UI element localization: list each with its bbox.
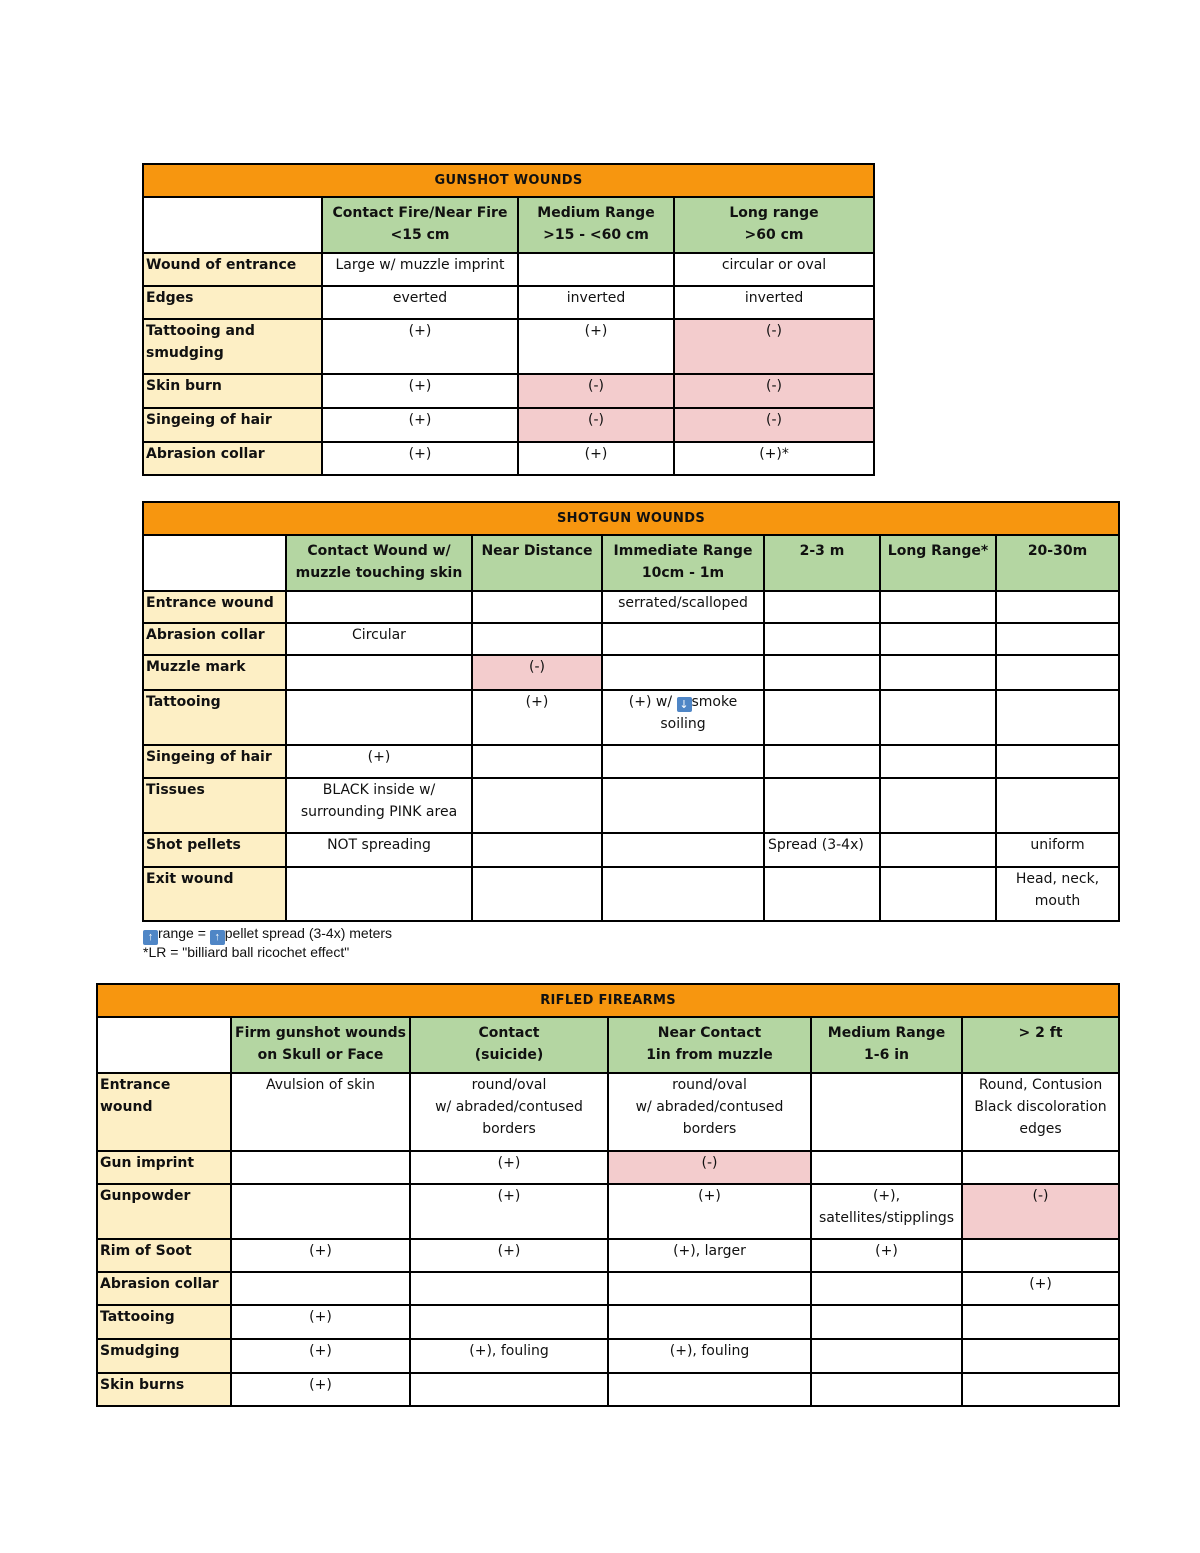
table-cell: (+) (518, 442, 674, 475)
table-cell: NOT spreading (286, 833, 472, 867)
table-row (97, 1305, 1119, 1339)
table-row (97, 1373, 1119, 1406)
table-row (143, 833, 1119, 867)
table-cell: (+), larger (608, 1239, 811, 1272)
column-header: > 2 ft (962, 1017, 1119, 1073)
row-label: Skin burns (97, 1373, 231, 1406)
table-cell (602, 778, 764, 833)
column-header: Contact Wound w/ muzzle touching skin (286, 535, 472, 591)
table-cell (410, 1373, 608, 1406)
table-cell: (+) (322, 408, 518, 442)
table-cell: (+) (231, 1339, 410, 1373)
rifled-firearms-table (96, 983, 1120, 1407)
table-cell: (-) (518, 408, 674, 442)
table-cell (962, 1151, 1119, 1184)
table-row (143, 591, 1119, 623)
table-cell (608, 1272, 811, 1305)
column-header: Long Range* (880, 535, 996, 591)
row-label: Wound of entrance (143, 253, 322, 286)
table-cell: inverted (518, 286, 674, 319)
table-cell (472, 833, 602, 867)
table-cell: Circular (286, 623, 472, 655)
table-cell (811, 1272, 962, 1305)
table-cell (764, 745, 880, 778)
row-label: Tissues (143, 778, 286, 833)
table-cell (811, 1151, 962, 1184)
table-cell (602, 655, 764, 690)
table-cell (880, 833, 996, 867)
row-label: Tattooing (143, 690, 286, 745)
table-cell (602, 745, 764, 778)
table-row (143, 623, 1119, 655)
table-row (143, 374, 874, 408)
table-row (143, 442, 874, 475)
table-cell: circular or oval (674, 253, 874, 286)
table-cell: Head, neck, mouth (996, 867, 1119, 921)
table-cell (472, 623, 602, 655)
table-cell (996, 745, 1119, 778)
table-cell (472, 867, 602, 921)
table-cell (608, 1305, 811, 1339)
arrow-up-icon: ↑ (143, 930, 158, 945)
table-cell (764, 778, 880, 833)
table-cell (286, 690, 472, 745)
table-cell: (+) (410, 1239, 608, 1272)
table-row (97, 1184, 1119, 1239)
table-row (143, 867, 1119, 921)
table-cell (996, 655, 1119, 690)
column-header: Medium Range 1-6 in (811, 1017, 962, 1073)
table-cell: (+) (472, 690, 602, 745)
table-cell (996, 591, 1119, 623)
table-cell (410, 1305, 608, 1339)
table-cell (962, 1305, 1119, 1339)
column-header: 20-30m (996, 535, 1119, 591)
table-cell (880, 745, 996, 778)
column-header: Near Distance (472, 535, 602, 591)
table-cell: (+) (962, 1272, 1119, 1305)
column-header: Contact (suicide) (410, 1017, 608, 1073)
row-label: Gun imprint (97, 1151, 231, 1184)
table-cell: (-) (962, 1184, 1119, 1239)
table-cell: (+) (231, 1373, 410, 1406)
table-cell: (+) (231, 1305, 410, 1339)
table-cell (880, 778, 996, 833)
row-label: Abrasion collar (97, 1272, 231, 1305)
table-cell (880, 690, 996, 745)
table-row (97, 1151, 1119, 1184)
column-header: Contact Fire/Near Fire <15 cm (322, 197, 518, 253)
table-row (97, 1272, 1119, 1305)
table-cell: (-) (608, 1151, 811, 1184)
table-cell: (-) (674, 408, 874, 442)
note-text: pellet spread (3-4x) meters (224, 925, 393, 941)
row-label: Tattooing (97, 1305, 231, 1339)
table-cell: (-) (472, 655, 602, 690)
table-cell: (+), satellites/stipplings (811, 1184, 962, 1239)
table-cell (231, 1184, 410, 1239)
row-label: Abrasion collar (143, 623, 286, 655)
table-cell (996, 778, 1119, 833)
cell-text: smoke soiling (660, 694, 738, 732)
table-row (97, 1073, 1119, 1151)
table-cell (518, 253, 674, 286)
row-label: Exit wound (143, 867, 286, 921)
table-cell: Round, Contusion Black discoloration edges (962, 1073, 1119, 1151)
table-cell (602, 690, 764, 745)
table-cell (962, 1239, 1119, 1272)
table-cell (764, 623, 880, 655)
table-cell: (+) (322, 319, 518, 374)
row-label: Entrance wound (143, 591, 286, 623)
table-cell: uniform (996, 833, 1119, 867)
table-cell (996, 623, 1119, 655)
table-row (143, 408, 874, 442)
arrow-down-icon: ↓ (677, 697, 692, 712)
table-cell: Spread (3-4x) (764, 833, 880, 867)
row-label: Singeing of hair (143, 745, 286, 778)
table-cell (286, 591, 472, 623)
shotgun-title: SHOTGUN WOUNDS (143, 502, 1119, 535)
table-cell: Large w/ muzzle imprint (322, 253, 518, 286)
table-cell (231, 1272, 410, 1305)
table-cell: (-) (674, 319, 874, 374)
table-cell (472, 778, 602, 833)
arrow-up-icon: ↑ (210, 930, 225, 945)
header-blank (143, 535, 286, 591)
table-cell: serrated/scalloped (602, 591, 764, 623)
table-cell: (-) (518, 374, 674, 408)
table-cell (880, 591, 996, 623)
table-cell (880, 623, 996, 655)
column-header: 2-3 m (764, 535, 880, 591)
table-cell (410, 1272, 608, 1305)
note-text: range = (158, 925, 210, 941)
table-cell: (+) (231, 1239, 410, 1272)
table-cell (811, 1339, 962, 1373)
gunshot-title: GUNSHOT WOUNDS (143, 164, 874, 197)
row-label: Smudging (97, 1339, 231, 1373)
table-cell (764, 655, 880, 690)
table-cell (811, 1305, 962, 1339)
table-cell: (+) (322, 442, 518, 475)
table-cell (764, 690, 880, 745)
table-row (143, 745, 1119, 778)
table-row (143, 655, 1119, 690)
row-label: Singeing of hair (143, 408, 322, 442)
table-cell: (+) (410, 1184, 608, 1239)
table-cell: (+) (410, 1151, 608, 1184)
table-row (143, 286, 874, 319)
table-cell (880, 867, 996, 921)
table-cell (764, 591, 880, 623)
table-cell (602, 623, 764, 655)
column-header: Long range >60 cm (674, 197, 874, 253)
table-row (143, 253, 874, 286)
table-row (143, 319, 874, 374)
table-cell (608, 1373, 811, 1406)
table-cell: inverted (674, 286, 874, 319)
table-cell: everted (322, 286, 518, 319)
table-cell: (+), fouling (608, 1339, 811, 1373)
header-blank (97, 1017, 231, 1073)
table-cell (811, 1073, 962, 1151)
row-label: Entrance wound (97, 1073, 231, 1151)
table-cell (602, 833, 764, 867)
table-cell: round/oval w/ abraded/contused borders (608, 1073, 811, 1151)
row-label: Tattooing and smudging (143, 319, 322, 374)
table-cell (962, 1373, 1119, 1406)
table-cell: BLACK inside w/ surrounding PINK area (286, 778, 472, 833)
shotgun-note-lr: *LR = "billiard ball ricochet effect" (143, 944, 350, 960)
table-cell (602, 867, 764, 921)
table-row (143, 778, 1119, 833)
cell-text: (+) w/ (628, 694, 677, 710)
row-label: Abrasion collar (143, 442, 322, 475)
table-cell: (+) (322, 374, 518, 408)
header-blank (143, 197, 322, 253)
column-header: Medium Range >15 - <60 cm (518, 197, 674, 253)
table-cell: (+), fouling (410, 1339, 608, 1373)
gunshot-wounds-table (142, 163, 875, 476)
table-cell (231, 1151, 410, 1184)
table-row (97, 1339, 1119, 1373)
table-cell: (+)* (674, 442, 874, 475)
table-cell (472, 591, 602, 623)
table-row (143, 690, 1119, 745)
column-header: Immediate Range 10cm - 1m (602, 535, 764, 591)
row-label: Rim of Soot (97, 1239, 231, 1272)
rifled-title: RIFLED FIREARMS (97, 984, 1119, 1017)
table-cell (880, 655, 996, 690)
row-label: Muzzle mark (143, 655, 286, 690)
row-label: Edges (143, 286, 322, 319)
column-header: Firm gunshot wounds on Skull or Face (231, 1017, 410, 1073)
table-cell (996, 690, 1119, 745)
column-header: Near Contact 1in from muzzle (608, 1017, 811, 1073)
table-cell: (-) (674, 374, 874, 408)
table-cell (286, 867, 472, 921)
table-cell: (+) (811, 1239, 962, 1272)
row-label: Shot pellets (143, 833, 286, 867)
table-cell (764, 867, 880, 921)
table-cell: (+) (518, 319, 674, 374)
table-cell: Avulsion of skin (231, 1073, 410, 1151)
table-cell: round/oval w/ abraded/contused borders (410, 1073, 608, 1151)
table-row (97, 1239, 1119, 1272)
row-label: Gunpowder (97, 1184, 231, 1239)
table-cell (811, 1373, 962, 1406)
table-cell: (+) (608, 1184, 811, 1239)
row-label: Skin burn (143, 374, 322, 408)
table-cell (286, 655, 472, 690)
shotgun-wounds-table (142, 501, 1120, 922)
table-cell (962, 1339, 1119, 1373)
table-cell (472, 745, 602, 778)
shotgun-note-range (143, 924, 392, 945)
table-cell: (+) (286, 745, 472, 778)
